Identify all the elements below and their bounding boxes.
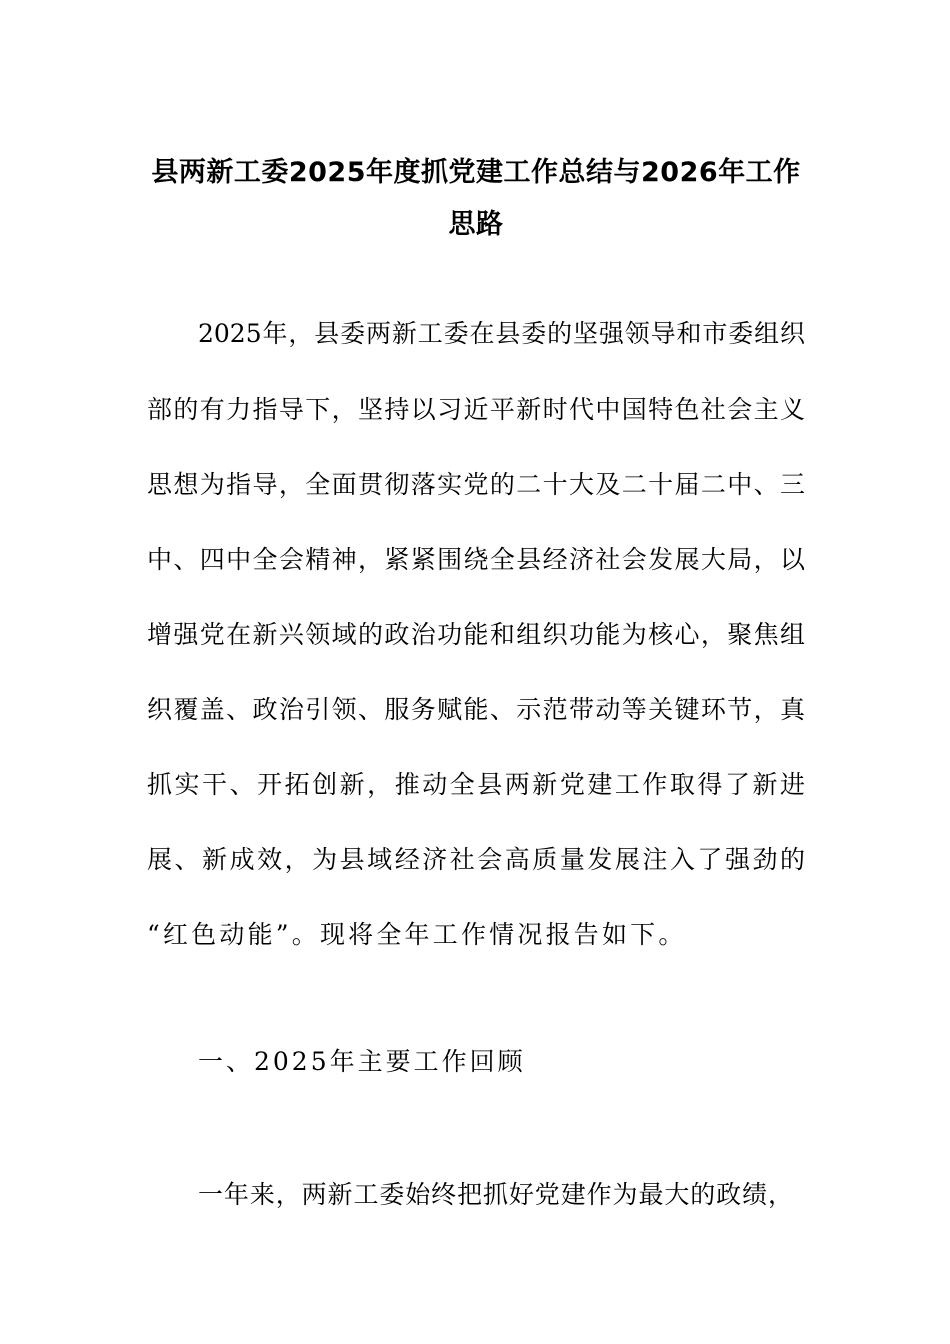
paragraph-1-line-1: 2025年，县委两新工委在县委的坚强领导和市委组织 bbox=[198, 319, 805, 348]
paragraph-1-line-6: 织覆盖、政治引领、服务赋能、示范带动等关键环节，真 bbox=[147, 695, 805, 724]
paragraph-1-line-7: 抓实干、开拓创新，推动全县两新党建工作取得了新进 bbox=[147, 770, 805, 799]
document-title-line-1: 县两新工委2025年度抓党建工作总结与2026年工作 bbox=[151, 157, 801, 188]
paragraph-1-line-3: 思想为指导，全面贯彻落实党的二十大及二十届二中、三 bbox=[147, 470, 805, 499]
section-1-heading: 一、2025年主要工作回顾 bbox=[198, 1047, 526, 1076]
paragraph-1-line-9: “红色动能”。现将全年工作情况报告如下。 bbox=[147, 920, 687, 949]
document-title-line-2: 思路 bbox=[448, 209, 504, 240]
paragraph-1-line-2: 部的有力指导下，坚持以习近平新时代中国特色社会主义 bbox=[147, 395, 805, 424]
paragraph-1-line-5: 增强党在新兴领域的政治功能和组织功能为核心，聚焦组 bbox=[147, 620, 805, 649]
paragraph-1-line-4: 中、四中全会精神，紧紧围绕全县经济社会发展大局，以 bbox=[147, 545, 805, 574]
paragraph-2-line-1: 一年来，两新工委始终把抓好党建作为最大的政绩， bbox=[198, 1180, 793, 1209]
paragraph-1-line-8: 展、新成效，为县域经济社会高质量发展注入了强劲的 bbox=[147, 845, 805, 874]
